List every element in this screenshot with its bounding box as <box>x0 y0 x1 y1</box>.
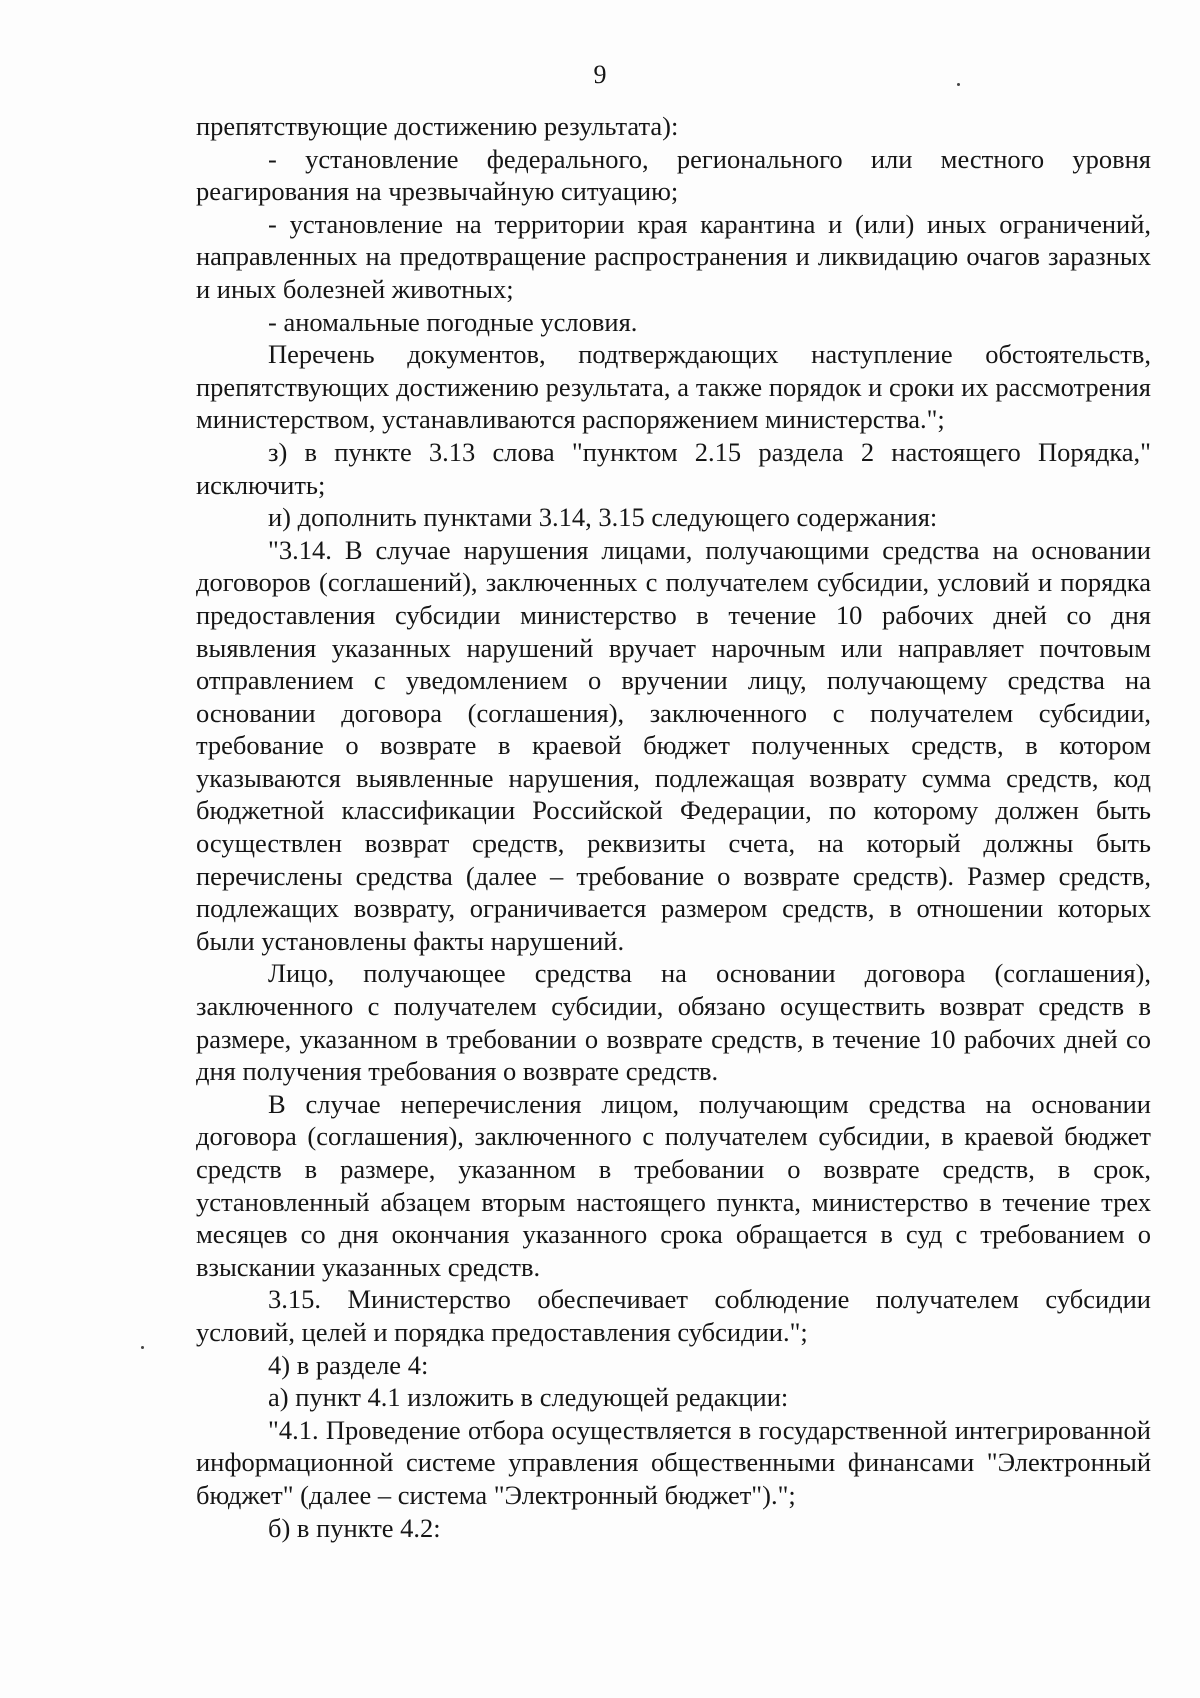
paragraph: - установление федерального, регионального или местного уровня реагирования на чрезвычайную ситуацию; <box>196 143 1151 207</box>
paragraph: В случае неперечисления лицом, получающим средства на основании договора (соглашения), заключенного с получателем субсидии, в краевой бюджет средств в размере, указанном в требовании о возврате средств, в срок, установленный абзацем вторым настоящего пункта, министерство в течение трех месяцев со дня окончания указанного срока обращается в суд с требованием о взыскании указанных средств. <box>196 1088 1151 1282</box>
paragraph: - аномальные погодные условия. <box>268 306 638 337</box>
paragraph: Лицо, получающее средства на основании договора (соглашения), заключенного с получателем субсидии, обязано осуществить возврат средств в размере, указанном в требовании о возврате средств, в течение 10 рабочих дней со дня получения требования о возврате средств. <box>196 958 1151 1087</box>
scan-speck <box>141 1346 144 1349</box>
paragraph: "3.14. В случае нарушения лицами, получающими средства на основании договоров (соглашений), заключенных с получателем субсидии, условий и порядка предоставления субсидии министерство в течение 10 рабочих дней со дня выявления указанных нарушений вручает нарочным или направляет почтовым отправлением с уведомлением о вручении лицу, получающему средства на основании договора (соглашения), заключенного с получателем субсидии, требование о возврате в краевой бюджет полученных средств, в котором указываются выявленные нарушения, подлежащая возврату сумма средств, код бюджетной классификации Российской Федерации, по которому должен быть осуществлен возврат средств, реквизиты счета, на который должны быть перечислены средства (далее – требование о возврате средств). Размер средств, подлежащих возврату, ограничивается размером средств, в отношении которых были установлены факты нарушений. <box>196 534 1151 956</box>
paragraph: и) дополнить пунктами 3.14, 3.15 следующего содержания: <box>268 502 938 533</box>
document-body <box>196 110 1151 1544</box>
scan-speck <box>957 83 960 86</box>
paragraph: а) пункт 4.1 изложить в следующей редакции: <box>268 1382 789 1413</box>
paragraph: препятствующие достижению результата): <box>196 111 679 141</box>
paragraph: з) в пункте 3.13 слова "пунктом 2.15 раздела 2 настоящего Порядка," исключить; <box>196 436 1151 500</box>
paragraph: 3.15. Министерство обеспечивает соблюдение получателем субсидии условий, целей и порядка предоставления субсидии."; <box>196 1284 1151 1347</box>
paragraph: б) в пункте 4.2: <box>268 1512 441 1543</box>
page-number: 9 <box>593 60 607 89</box>
paragraph: 4) в разделе 4: <box>268 1349 429 1380</box>
paragraph: "4.1. Проведение отбора осуществляется в государственной интегрированной информационной системе управления общественными финансами "Электронный бюджет" (далее – система "Электронный бюджет")."; <box>196 1414 1151 1510</box>
paragraph: Перечень документов, подтверждающих наступление обстоятельств, препятствующих достижению результата, а также порядок и сроки их рассмотрения министерством, устанавливаются распоряжением министерства."; <box>196 339 1151 435</box>
paragraph: - установление на территории края карантина и (или) иных ограничений, направленных на предотвращение распространения и ликвидацию очагов заразных и иных болезней животных; <box>196 208 1151 304</box>
